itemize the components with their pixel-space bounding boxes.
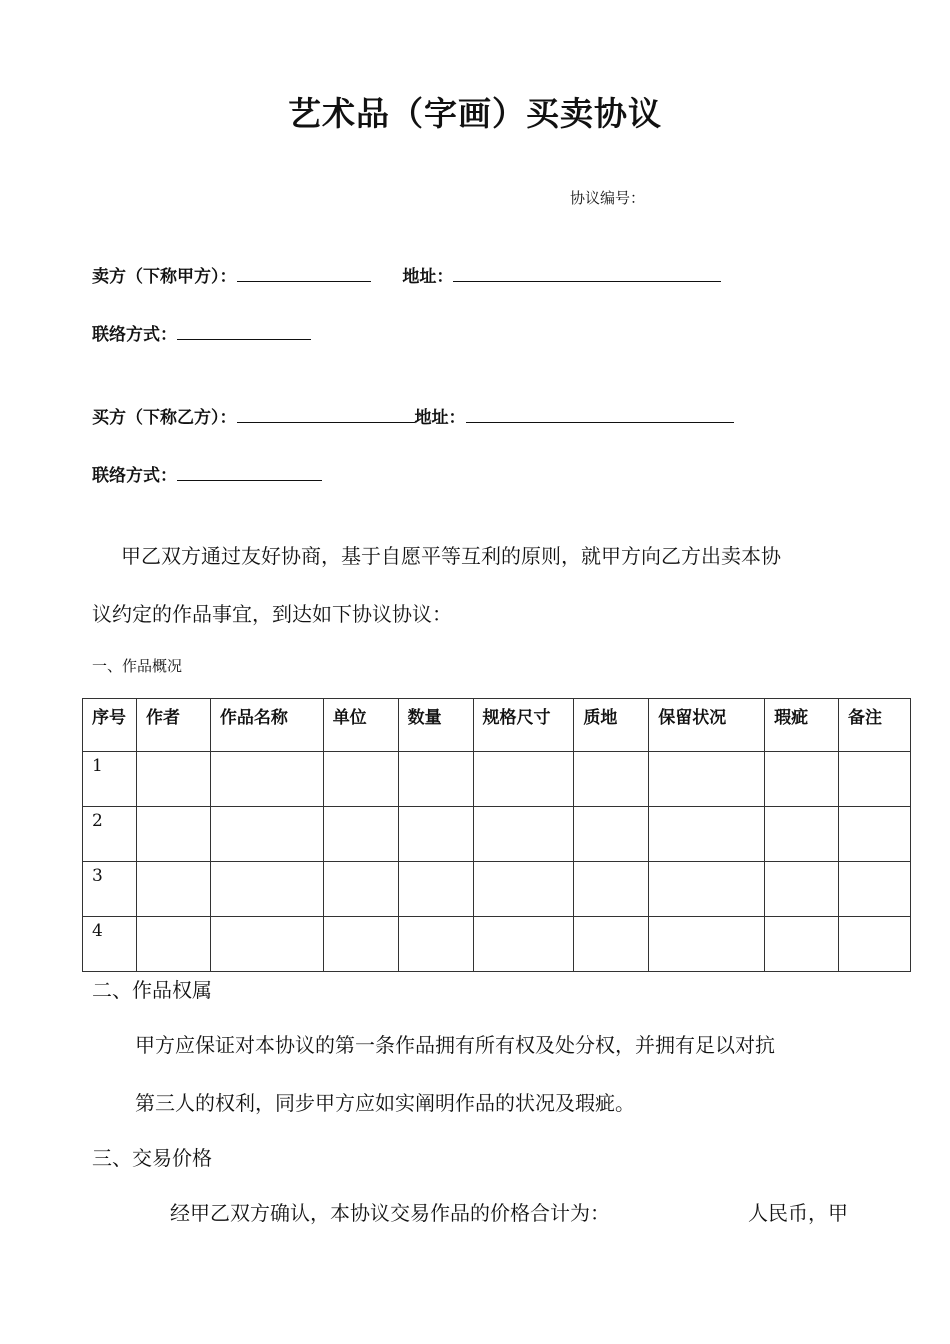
document-title: 艺术品（字画）买卖协议 <box>288 94 662 133</box>
artwork-table <box>82 698 911 972</box>
table-cell[interactable] <box>574 917 649 972</box>
table-cell[interactable] <box>839 862 911 917</box>
table-cell[interactable] <box>210 862 323 917</box>
table-cell[interactable] <box>210 917 323 972</box>
header-cell: 数量 <box>398 699 473 752</box>
buyer-label: 买方（下称乙方）： <box>92 408 237 428</box>
seller-contact-row <box>92 320 311 345</box>
section-2-line-1: 甲方应保证对本协议的第一条作品拥有所有权及处分权，并拥有足以对抗 <box>135 1033 775 1057</box>
table-cell[interactable] <box>839 807 911 862</box>
table-row <box>83 752 911 807</box>
table-cell[interactable] <box>765 862 839 917</box>
table-cell[interactable] <box>398 862 473 917</box>
section-3-line-1b: 人民币，甲 <box>748 1201 848 1225</box>
row-number-cell: 1 <box>83 752 137 807</box>
row-number-cell: 3 <box>83 862 137 917</box>
table-row <box>83 917 911 972</box>
table-cell[interactable] <box>136 862 210 917</box>
table-cell[interactable] <box>574 752 649 807</box>
seller-name-field[interactable] <box>237 265 371 282</box>
table-cell[interactable] <box>398 752 473 807</box>
section-3-heading: 三、交易价格 <box>92 1146 212 1170</box>
table-header-row <box>83 699 911 752</box>
table-cell[interactable] <box>398 807 473 862</box>
table-cell[interactable] <box>473 917 574 972</box>
seller-row <box>92 262 721 287</box>
section-3-line-1a: 经甲乙双方确认，本协议交易作品的价格合计为： <box>170 1201 610 1225</box>
header-cell: 规格尺寸 <box>473 699 574 752</box>
buyer-contact-field[interactable] <box>177 464 322 481</box>
header-cell: 序号 <box>83 699 137 752</box>
buyer-row <box>92 403 734 428</box>
section-2-line-2: 第三人的权利，同步甲方应如实阐明作品的状况及瑕疵。 <box>135 1091 635 1115</box>
table-cell[interactable] <box>649 752 765 807</box>
table-cell[interactable] <box>839 752 911 807</box>
table-cell[interactable] <box>136 752 210 807</box>
table-cell[interactable] <box>398 917 473 972</box>
table-cell[interactable] <box>765 752 839 807</box>
header-cell: 作者 <box>136 699 210 752</box>
table-cell[interactable] <box>323 807 398 862</box>
buyer-contact-row <box>92 461 322 486</box>
header-cell: 作品名称 <box>210 699 323 752</box>
table-cell[interactable] <box>765 917 839 972</box>
buyer-address-label: 地址： <box>414 408 466 428</box>
buyer-name-field[interactable] <box>237 406 415 423</box>
table-row <box>83 807 911 862</box>
row-number-cell: 2 <box>83 807 137 862</box>
header-cell: 质地 <box>574 699 649 752</box>
seller-address-field[interactable] <box>453 265 721 282</box>
table-cell[interactable] <box>574 862 649 917</box>
header-cell: 瑕疵 <box>765 699 839 752</box>
table-cell[interactable] <box>210 752 323 807</box>
row-number-cell: 4 <box>83 917 137 972</box>
table-cell[interactable] <box>649 917 765 972</box>
seller-label: 卖方（下称甲方）： <box>92 267 237 287</box>
table-cell[interactable] <box>473 862 574 917</box>
section-1-heading: 一、作品概况 <box>92 657 183 675</box>
table-cell[interactable] <box>323 862 398 917</box>
buyer-contact-label: 联络方式： <box>92 466 177 486</box>
table-cell[interactable] <box>136 917 210 972</box>
table-row <box>83 862 911 917</box>
table-cell[interactable] <box>323 752 398 807</box>
table-cell[interactable] <box>839 917 911 972</box>
table-cell[interactable] <box>574 807 649 862</box>
seller-address-label: 地址： <box>402 267 454 287</box>
table-cell[interactable] <box>210 807 323 862</box>
table-cell[interactable] <box>765 807 839 862</box>
buyer-address-field[interactable] <box>466 406 734 423</box>
table-cell[interactable] <box>649 862 765 917</box>
intro-line-1: 甲乙双方通过友好协商，基于自愿平等互利的原则，就甲方向乙方出卖本协 <box>121 544 781 568</box>
table-cell[interactable] <box>323 917 398 972</box>
table-cell[interactable] <box>649 807 765 862</box>
agreement-number-label: 协议编号： <box>570 189 646 207</box>
section-2-heading: 二、作品权属 <box>92 978 212 1002</box>
seller-contact-field[interactable] <box>177 323 311 340</box>
intro-line-2: 议约定的作品事宜，到达如下协议协议： <box>92 602 452 626</box>
table-cell[interactable] <box>473 752 574 807</box>
table-cell[interactable] <box>473 807 574 862</box>
header-cell: 备注 <box>839 699 911 752</box>
seller-contact-label: 联络方式： <box>92 325 177 345</box>
header-cell: 单位 <box>323 699 398 752</box>
header-cell: 保留状况 <box>649 699 765 752</box>
table-cell[interactable] <box>136 807 210 862</box>
